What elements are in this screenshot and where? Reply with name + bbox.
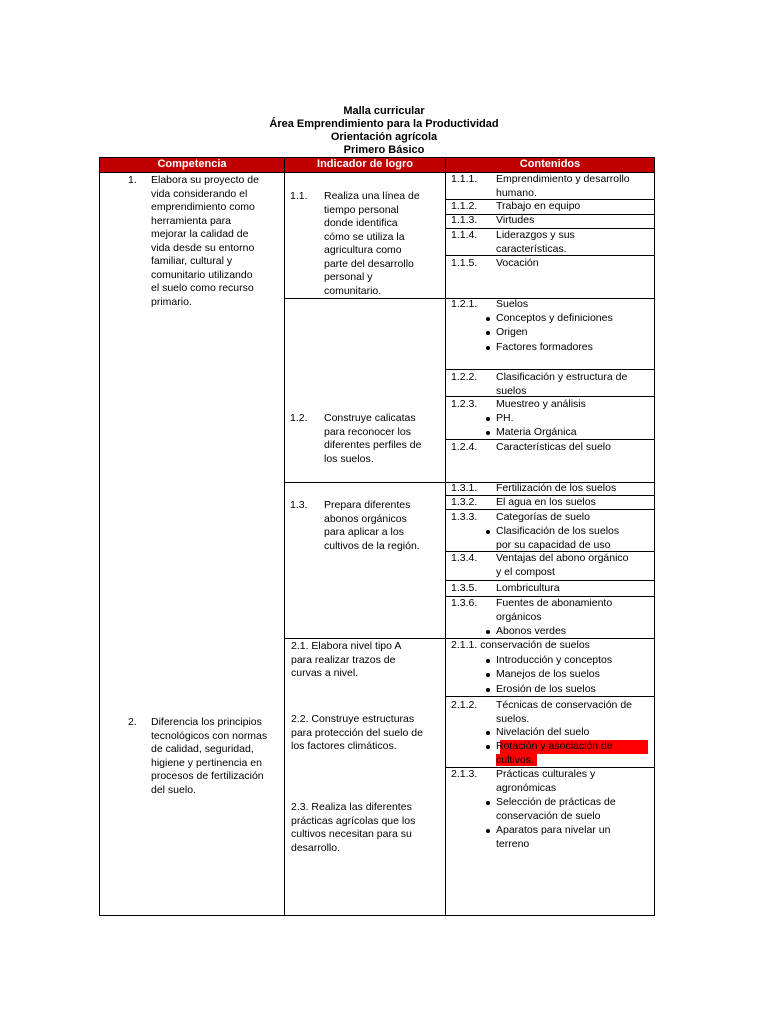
contenido-line: Ventajas del abono orgánico bbox=[496, 552, 629, 564]
competencia-2-line: tecnológicos con normas bbox=[151, 729, 268, 742]
competencia-1-number: 1. bbox=[128, 174, 137, 186]
competencia-2-number: 2. bbox=[128, 716, 137, 728]
indicador-1-3-number: 1.3. bbox=[290, 499, 308, 511]
competencia-2-line: higiene y pertinencia en bbox=[151, 756, 262, 769]
doc-orientation: Orientación agrícola bbox=[330, 131, 438, 143]
indicador-2-3-line: cultivos necesitan para su bbox=[291, 828, 412, 840]
contenido-number: 1.1.3. bbox=[451, 214, 478, 226]
contenido-number: 1.3.2. bbox=[451, 496, 478, 508]
contenido-line: humano. bbox=[496, 186, 537, 199]
contenido-line: Prácticas culturales y bbox=[496, 768, 596, 780]
contenido-number: 1.3.5. bbox=[451, 582, 478, 594]
indicador-2-3-line: prácticas agrícolas que los bbox=[291, 814, 416, 827]
indicador-2-3-line: desarrollo. bbox=[291, 841, 341, 854]
contenido-bullet: Abonos verdes bbox=[496, 625, 567, 637]
competencia-2-line: procesos de fertilización bbox=[151, 770, 264, 782]
competencia-1-line: el suelo como recurso bbox=[151, 282, 254, 294]
contenido-line: y el compost bbox=[496, 565, 555, 578]
contenido-line: Lombricultura bbox=[496, 582, 560, 594]
column-header-competencia: Competencia bbox=[100, 157, 284, 172]
indicador-1-1-line: personal y bbox=[324, 271, 373, 283]
doc-grade: Primero Básico bbox=[343, 144, 425, 156]
competencia-1-line: vida desde su entorno bbox=[151, 241, 255, 254]
contenido-number: 1.2.2. bbox=[451, 371, 478, 383]
contenido-number: 1.1.5. bbox=[451, 257, 478, 269]
contenido-bullet: Materia Orgánica bbox=[496, 426, 577, 438]
indicador-2-1 bbox=[291, 640, 441, 681]
bullet-icon bbox=[486, 688, 490, 692]
contenido-bullet: Nivelación del suelo bbox=[496, 726, 590, 738]
contenido-title: Muestreo y análisis bbox=[496, 398, 586, 410]
indicador-2-2 bbox=[291, 713, 443, 754]
contenido-bullet: por su capacidad de uso bbox=[496, 538, 611, 551]
contenido-line: Vocación bbox=[496, 257, 539, 269]
competencia-1-line: primario. bbox=[151, 295, 192, 308]
contenido-bullet: terreno bbox=[496, 837, 530, 850]
competencia-1-line: Elabora su proyecto de bbox=[151, 174, 259, 186]
competencia-1-line: emprendimiento como bbox=[151, 201, 255, 213]
contenido-line: agronómicas bbox=[496, 781, 557, 794]
indicador-1-2-line: diferentes perfiles de bbox=[324, 439, 422, 451]
indicador-1-1-line: agricultura como bbox=[324, 244, 402, 256]
contenido-number: 1.1.4. bbox=[451, 229, 478, 241]
indicador-1-1-line: tiempo personal bbox=[324, 203, 399, 216]
contenido-line: orgánicos bbox=[496, 610, 542, 623]
contenido-title: Suelos bbox=[496, 298, 529, 310]
indicador-1-1-line: parte del desarrollo bbox=[324, 257, 414, 270]
indicador-2-1-line: 2.1. Elabora nivel tipo A bbox=[291, 640, 402, 652]
indicador-1-3-line: Prepara diferentes bbox=[324, 499, 411, 511]
indicador-2-2-line: para protección del suelo de bbox=[291, 726, 423, 739]
contenido-line: suelos. bbox=[496, 712, 530, 725]
contenido-line: características. bbox=[496, 242, 567, 255]
contenido-line: Trabajo en equipo bbox=[496, 200, 581, 212]
indicador-1-1-line: Realiza una línea de bbox=[324, 190, 420, 202]
contenido-bullet: Selección de prácticas de bbox=[496, 796, 616, 808]
contenido-number: 1.3.3. bbox=[451, 511, 478, 523]
doc-title: Malla curricular bbox=[343, 105, 425, 117]
indicador-1-2-line: Construye calicatas bbox=[324, 412, 416, 424]
competencia-1-line: herramienta para bbox=[151, 214, 231, 227]
competencia-1-line: comunitario utilizando bbox=[151, 268, 253, 281]
contenido-number: 2.1.2. bbox=[451, 699, 478, 711]
contenido-line: Fuentes de abonamiento bbox=[496, 597, 613, 609]
competencia-1-line: familiar, cultural y bbox=[151, 255, 233, 267]
contenido-bullet: Origen bbox=[496, 326, 528, 338]
indicador-2-2-line: los factores climáticos. bbox=[291, 740, 397, 752]
contenido-bullet-highlighted: Rotación y asociación de bbox=[496, 740, 613, 752]
contenido-line: suelos bbox=[496, 384, 527, 397]
indicador-2-1-line: para realizar trazos de bbox=[291, 653, 396, 666]
competencia-2-line: de calidad, seguridad, bbox=[151, 743, 254, 755]
contenido-line: Liderazgos y sus bbox=[496, 229, 575, 241]
indicador-1-1-number: 1.1. bbox=[290, 190, 308, 202]
bullet-icon bbox=[486, 659, 490, 663]
contenido-bullet: Factores formadores bbox=[496, 341, 593, 353]
contenido-number: 1.1.2. bbox=[451, 200, 478, 212]
contenido-number: 1.3.4. bbox=[451, 552, 478, 564]
contenido-title: Categorías de suelo bbox=[496, 511, 590, 523]
contenido-bullet: Erosión de los suelos bbox=[496, 683, 596, 695]
bullet-icon bbox=[486, 673, 490, 677]
contenido-bullet: Aparatos para nivelar un bbox=[496, 824, 611, 836]
bullet-icon bbox=[486, 417, 490, 421]
bullet-icon bbox=[486, 630, 490, 634]
indicador-1-2-line: para reconocer los bbox=[324, 425, 411, 438]
bullet-icon bbox=[486, 431, 490, 435]
column-header-indicador: Indicador de logro bbox=[285, 157, 445, 172]
contenido-number: 1.2.4. bbox=[451, 441, 478, 453]
contenido-bullet: conservación de suelo bbox=[496, 809, 601, 822]
contenido-line: El agua en los suelos bbox=[496, 496, 596, 508]
competencia-2-line: del suelo. bbox=[151, 783, 196, 796]
indicador-1-3-line: para aplicar a los bbox=[324, 526, 404, 538]
contenido-number: 1.2.1. bbox=[451, 298, 478, 310]
indicador-1-2-line: los suelos. bbox=[324, 452, 374, 465]
contenido-line: Características del suelo bbox=[496, 441, 611, 453]
contenido-line: Virtudes bbox=[496, 214, 535, 226]
bullet-icon bbox=[486, 331, 490, 335]
contenido-line: Técnicas de conservación de bbox=[496, 699, 632, 711]
column-header-contenidos: Contenidos bbox=[446, 157, 654, 172]
indicador-1-1-line: donde identifica bbox=[324, 217, 398, 229]
indicador-1-1-line: comunitario. bbox=[324, 284, 382, 297]
contenido-bullet: Introducción y conceptos bbox=[496, 654, 613, 666]
contenido-bullet: Manejos de los suelos bbox=[496, 668, 600, 680]
bullet-icon bbox=[486, 346, 490, 350]
bullet-icon bbox=[486, 801, 490, 805]
bullet-icon bbox=[486, 317, 490, 321]
contenido-bullet-highlighted: cultivos. bbox=[496, 753, 534, 766]
contenido-number: 1.1.1. bbox=[451, 173, 478, 185]
indicador-2-3-line: 2.3. Realiza las diferentes bbox=[291, 801, 412, 813]
competencia-1-line: vida considerando el bbox=[151, 187, 248, 200]
contenido-bullet: Clasificación de los suelos bbox=[496, 525, 620, 537]
bullet-icon bbox=[486, 731, 490, 735]
contenido-number: 2.1.3. bbox=[451, 768, 478, 780]
indicador-1-3-line: cultivos de la región. bbox=[324, 539, 420, 552]
contenido-line: Emprendimiento y desarrollo bbox=[496, 173, 630, 185]
doc-area: Área Emprendimiento para la Productividad bbox=[269, 118, 499, 130]
contenido-line: Fertilización de los suelos bbox=[496, 482, 617, 494]
contenido-number: 1.3.6. bbox=[451, 597, 478, 609]
indicador-2-2-line: 2.2. Construye estructuras bbox=[291, 713, 415, 725]
contenido-number: 1.2.3. bbox=[451, 398, 478, 410]
contenido-bullet: PH. bbox=[496, 412, 514, 424]
competencia-2-line: Diferencia los principios bbox=[151, 716, 262, 728]
contenido-line: Clasificación y estructura de bbox=[496, 371, 628, 383]
bullet-icon bbox=[486, 829, 490, 833]
bullet-icon bbox=[486, 530, 490, 534]
contenido-number: 1.3.1. bbox=[451, 482, 478, 494]
contenido-bullet: Conceptos y definiciones bbox=[496, 312, 613, 324]
indicador-2-3 bbox=[291, 801, 443, 855]
indicador-1-1-line: cómo se utiliza la bbox=[324, 230, 405, 243]
indicador-1-3-line: abonos orgánicos bbox=[324, 512, 407, 525]
contenido-title: 2.1.1. conservación de suelos bbox=[451, 639, 590, 651]
indicador-1-2-number: 1.2. bbox=[290, 412, 308, 424]
competencia-1-line: mejorar la calidad de bbox=[151, 228, 249, 240]
indicador-2-1-line: curvas a nivel. bbox=[291, 667, 359, 679]
bullet-icon bbox=[486, 745, 490, 749]
